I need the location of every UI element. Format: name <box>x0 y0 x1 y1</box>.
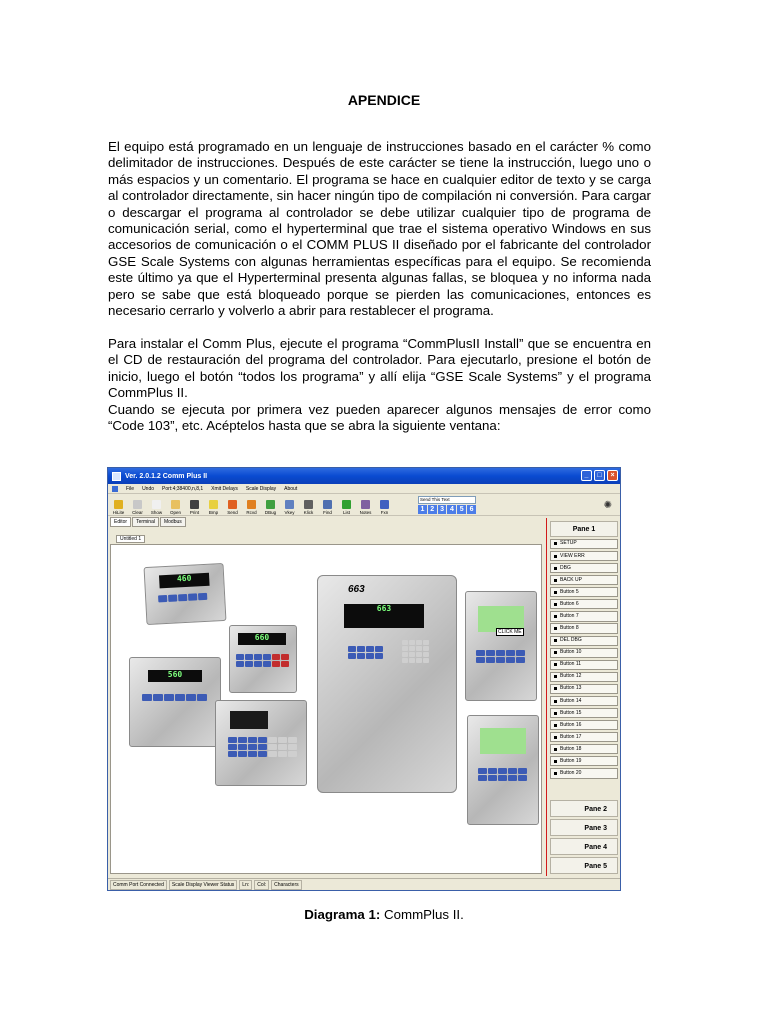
pane-1-header[interactable]: Pane 1 <box>550 521 618 537</box>
toolbar-button[interactable] <box>264 500 277 515</box>
menu-undo[interactable]: Undo <box>142 485 155 492</box>
commplus-window-screenshot <box>107 467 621 891</box>
click-me-label: CLICK ME <box>498 629 522 635</box>
device-key <box>357 653 365 659</box>
bullet-icon <box>554 675 557 678</box>
device-graphic-terminal-2 <box>467 715 539 825</box>
device-key <box>366 646 374 652</box>
device-key <box>281 654 289 660</box>
figure-caption <box>0 907 768 922</box>
pane-button[interactable] <box>550 744 618 754</box>
pane-button-label: Button 17 <box>560 733 582 740</box>
paragraph-install: Para instalar el Comm Plus, ejecute el programa “CommPlusII Install” que se encuentra en el CD de restauración del programa del controlador. Para ejecutarlo, presione el botón de inicio, luego el botón “todos los programa” y allí elija “GSE Scale Systems” y el programa CommPlus II. <box>108 336 651 401</box>
device-key <box>238 751 247 757</box>
toolbar-icon <box>266 500 275 509</box>
burst-icon[interactable]: ✺ <box>603 500 612 511</box>
toolbar-button[interactable] <box>283 500 296 515</box>
device-key <box>348 653 356 659</box>
maximize-button[interactable]: □ <box>594 470 605 481</box>
device-key <box>416 658 422 663</box>
pane-button-label: Button 6 <box>560 600 579 607</box>
pane-button-label: Button 16 <box>560 721 582 728</box>
toolbar-button[interactable] <box>131 500 144 515</box>
toolbar-icon <box>342 500 351 509</box>
device-key <box>496 657 505 663</box>
device-key <box>268 737 277 743</box>
pane-button[interactable] <box>550 611 618 621</box>
device-key <box>258 744 267 750</box>
device-key <box>423 658 429 663</box>
bullet-icon <box>554 591 557 594</box>
send-number-button[interactable]: 1 <box>418 505 427 514</box>
toolbar-button-label: Notes <box>359 510 372 515</box>
toolbar-icon <box>171 500 180 509</box>
device-663-enclosure <box>317 575 457 793</box>
toolbar-icon <box>190 500 199 509</box>
device-key <box>486 650 495 656</box>
pane-button-label: Button 19 <box>560 757 582 764</box>
pane-button-label: Button 15 <box>560 709 582 716</box>
toolbar-button-label: Send <box>227 510 238 515</box>
device-key <box>258 751 267 757</box>
toolbar-icon <box>380 500 389 509</box>
device-key <box>508 768 517 774</box>
device-key <box>366 653 374 659</box>
send-number-button[interactable]: 6 <box>467 505 476 514</box>
tab-untitled-1[interactable]: Untitled 1 <box>116 535 145 543</box>
device-key <box>164 694 174 701</box>
status-bar <box>108 878 621 890</box>
pane-button-label: BACK UP <box>560 576 582 583</box>
bullet-icon <box>554 700 557 703</box>
toolbar-button[interactable] <box>359 500 372 515</box>
editor-area[interactable] <box>110 544 542 874</box>
pane-button-label: Button 20 <box>560 769 582 776</box>
toolbar-icon <box>152 500 161 509</box>
device-key <box>288 744 297 750</box>
send-number-button[interactable]: 3 <box>438 505 447 514</box>
toolbar-icon <box>133 500 142 509</box>
pane-button-label: DEL DBG <box>560 637 582 644</box>
toolbar-button-label: Find <box>323 510 332 515</box>
device-key <box>506 657 515 663</box>
toolbar-button-label: Vkey <box>284 510 295 515</box>
device-key <box>188 593 197 600</box>
status-field: Ln: <box>239 880 252 890</box>
bullet-icon <box>554 724 557 727</box>
menu-file[interactable]: File <box>126 485 135 492</box>
toolbar-button-label: Clear <box>132 510 143 515</box>
toolbar <box>108 494 620 516</box>
device-key <box>168 594 177 601</box>
device-key <box>238 737 247 743</box>
pane-button-label: VIEW ERR <box>560 552 585 559</box>
device-key <box>254 661 262 667</box>
device-key <box>348 646 356 652</box>
toolbar-button-label: Rcvd <box>246 510 257 515</box>
toolbar-icon <box>247 500 256 509</box>
toolbar-button-label: Print <box>189 510 200 515</box>
device-key <box>263 654 271 660</box>
pane-button-label: Button 11 <box>560 661 582 668</box>
device-key <box>268 751 277 757</box>
bullet-icon <box>554 687 557 690</box>
pane-button[interactable] <box>550 563 618 573</box>
pane-divider <box>546 518 547 876</box>
pane-button[interactable] <box>550 756 618 766</box>
close-button[interactable]: × <box>607 470 618 481</box>
tab-modbus[interactable]: Modbus <box>160 517 186 527</box>
device-key <box>416 646 422 651</box>
toolbar-button-label: Fxn <box>380 510 389 515</box>
minimize-button[interactable]: _ <box>581 470 592 481</box>
toolbar-button[interactable] <box>340 500 353 515</box>
pane-header[interactable]: Pane 2 <box>550 800 618 817</box>
pane-button[interactable] <box>550 684 618 694</box>
menu-scale-display[interactable]: Scale Display <box>245 485 277 492</box>
pane-button[interactable] <box>550 732 618 742</box>
pane-button[interactable] <box>550 575 618 585</box>
send-text-input[interactable]: Send This Text <box>418 496 476 504</box>
page-title: APENDICE <box>347 92 421 108</box>
device-key <box>478 768 487 774</box>
device-key <box>402 640 408 645</box>
pane-button-label: Button 18 <box>560 745 582 752</box>
toolbar-button[interactable] <box>150 500 163 515</box>
device-key <box>186 694 196 701</box>
caption-text: CommPlus II. <box>380 907 464 922</box>
toolbar-icon <box>228 500 237 509</box>
device-key <box>254 654 262 660</box>
device-key <box>416 640 422 645</box>
device-key <box>248 751 257 757</box>
toolbar-button-label: HiLite <box>112 510 125 515</box>
device-key <box>272 661 280 667</box>
bullet-icon <box>554 760 557 763</box>
bullet-icon <box>554 639 557 642</box>
pane-button-label: DBG <box>560 564 571 571</box>
bullet-icon <box>554 555 557 558</box>
device-key <box>506 650 515 656</box>
pane-button[interactable] <box>550 720 618 730</box>
device-663-label: 663 <box>348 584 365 595</box>
device-graphic-display-2 <box>480 728 526 754</box>
menubar <box>108 484 620 494</box>
toolbar-button-label: Klick <box>303 510 314 515</box>
device-key <box>288 751 297 757</box>
pane-button[interactable] <box>550 599 618 609</box>
device-key <box>263 661 271 667</box>
device-key <box>476 657 485 663</box>
send-text-group <box>418 496 476 514</box>
device-key <box>278 751 287 757</box>
toolbar-button[interactable] <box>207 500 220 515</box>
device-key <box>518 775 527 781</box>
device-460 <box>144 563 227 625</box>
pane-button-label: Button 14 <box>560 697 582 704</box>
device-key <box>245 661 253 667</box>
pane-button[interactable] <box>550 660 618 670</box>
device-key <box>423 652 429 657</box>
device-key <box>248 737 257 743</box>
menu-xmit-delays[interactable]: Xmit Delays <box>211 485 238 492</box>
toolbar-button-label: List <box>342 510 350 515</box>
pane-button[interactable] <box>550 696 618 706</box>
device-key <box>402 646 408 651</box>
caption-label: Diagrama 1: <box>304 907 381 922</box>
pane-header[interactable]: Pane 4 <box>550 838 618 855</box>
bullet-icon <box>554 579 557 582</box>
device-key <box>409 658 415 663</box>
device-key <box>272 654 280 660</box>
pane-button-label: Button 12 <box>560 673 582 680</box>
device-key <box>178 594 187 601</box>
device-key <box>375 646 383 652</box>
device-key <box>197 694 207 701</box>
tab-terminal[interactable]: Terminal <box>132 517 159 527</box>
pane-button-label: Button 5 <box>560 588 579 595</box>
device-key <box>476 650 485 656</box>
toolbar-button[interactable] <box>188 500 201 515</box>
window-title: Ver. 2.0.1.2 Comm Plus II <box>125 472 208 480</box>
device-key <box>236 661 244 667</box>
device-key <box>228 744 237 750</box>
device-key <box>288 737 297 743</box>
device-key <box>498 775 507 781</box>
menu-app-icon <box>112 486 118 492</box>
pane-button[interactable] <box>550 648 618 658</box>
device-key <box>153 694 163 701</box>
device-key <box>278 737 287 743</box>
toolbar-button[interactable] <box>226 500 239 515</box>
pane-button-label: Button 7 <box>560 612 579 619</box>
device-key <box>516 657 525 663</box>
pane-button[interactable] <box>550 708 618 718</box>
toolbar-button-label: Bmp <box>208 510 219 515</box>
bullet-icon <box>554 712 557 715</box>
toolbar-icon <box>114 500 123 509</box>
pane-button[interactable] <box>550 587 618 597</box>
device-key <box>423 646 429 651</box>
pane-button[interactable] <box>550 672 618 682</box>
device-key <box>409 652 415 657</box>
toolbar-button[interactable] <box>321 500 334 515</box>
toolbar-icon <box>304 500 313 509</box>
send-number-button[interactable]: 4 <box>447 505 456 514</box>
status-field: Comm Port Connected <box>110 880 167 890</box>
device-key <box>496 650 505 656</box>
toolbar-button-label: Show <box>150 510 163 515</box>
toolbar-button[interactable] <box>378 500 391 515</box>
device-key <box>158 595 167 602</box>
device-460-display: 460 <box>159 573 210 589</box>
toolbar-button[interactable] <box>245 500 258 515</box>
pane-panel <box>550 521 618 874</box>
device-key <box>258 737 267 743</box>
bullet-icon <box>554 542 557 545</box>
bullet-icon <box>554 651 557 654</box>
bullet-icon <box>554 615 557 618</box>
paragraph-first-run: Cuando se ejecuta por primera vez pueden aparecer algunos mensajes de error como “Code 103”, etc. Acéptelos hasta que se abra la siguiente ventana: <box>108 402 651 434</box>
menu-about[interactable]: About <box>284 485 298 492</box>
pane-button-label: Button 8 <box>560 625 579 632</box>
device-key <box>228 751 237 757</box>
menu-port[interactable]: Port:4;38400,n,8,1 <box>162 485 204 492</box>
pane-button[interactable] <box>550 636 618 646</box>
device-663-display: 663 <box>344 604 424 628</box>
status-field: Scale Display Viewer Status <box>169 880 237 890</box>
toolbar-icon <box>361 500 370 509</box>
device-key <box>357 646 365 652</box>
toolbar-button-label: DBug <box>264 510 277 515</box>
device-key <box>416 652 422 657</box>
device-key <box>236 654 244 660</box>
device-660 <box>229 625 297 693</box>
device-key <box>281 661 289 667</box>
bullet-icon <box>554 627 557 630</box>
device-key <box>142 694 152 701</box>
bullet-icon <box>554 772 557 775</box>
device-key <box>175 694 185 701</box>
toolbar-icon <box>323 500 332 509</box>
pane-button[interactable] <box>550 768 618 778</box>
device-key <box>238 744 247 750</box>
bullet-icon <box>554 603 557 606</box>
device-key <box>488 775 497 781</box>
pane-button-label: SETUP <box>560 540 577 547</box>
device-key <box>402 652 408 657</box>
toolbar-icon <box>285 500 294 509</box>
device-key <box>409 640 415 645</box>
pane-header[interactable]: Pane 3 <box>550 819 618 836</box>
bullet-icon <box>554 663 557 666</box>
toolbar-icon <box>209 500 218 509</box>
device-key <box>198 593 207 600</box>
device-key <box>486 657 495 663</box>
bullet-icon <box>554 567 557 570</box>
device-key <box>375 653 383 659</box>
tab-editor[interactable]: Editor <box>110 517 131 527</box>
status-field: Characters <box>271 880 301 890</box>
device-key <box>488 768 497 774</box>
send-number-button[interactable]: 2 <box>428 505 437 514</box>
pane-button[interactable] <box>550 623 618 633</box>
status-field: Col: <box>254 880 269 890</box>
app-icon <box>112 472 121 481</box>
pane-button-label: Button 13 <box>560 685 582 692</box>
device-key <box>228 737 237 743</box>
device-key <box>278 744 287 750</box>
device-keypad-terminal <box>215 700 307 786</box>
toolbar-button[interactable] <box>302 500 315 515</box>
paragraph-intro: El equipo está programado en un lenguaje de instrucciones basado en el carácter % como delimitador de instrucciones. Después de este carácter se tiene la instrucción, luego uno o más espacios y un comentario. El programa se hace en cualquier editor de texto y se carga al controlador directamente, sin hacer ningún tipo de compilación ni conversión. Para cargar o descargar el programa al controlador se debe utilizar cualquier tipo de programa de comunicación serial, como el hyperterminal que trae el sistema operativo Windows en sus accesorios de comunicación o el COMM PLUS II diseñado por el fabricante del controlador GSE Scale Systems con algunas herramientas específicas para el equipo. Se recomienda este último ya que el Hyperterminal presenta algunas fallas, se bloquea y no informa nada pero se sabe que está bloqueado porque se pierden las comunicaciones, entonces es necesario cerrarlo y volverlo a abrir para restablecer el programa. <box>108 139 651 319</box>
window-titlebar <box>108 468 620 484</box>
device-560 <box>129 657 221 747</box>
device-key <box>248 744 257 750</box>
device-key <box>268 744 277 750</box>
device-graphic-terminal <box>465 591 537 701</box>
pane-button[interactable] <box>550 551 618 561</box>
toolbar-button[interactable] <box>169 500 182 515</box>
device-key <box>508 775 517 781</box>
toolbar-button-label: Open <box>169 510 181 515</box>
device-560-display: 560 <box>148 670 202 682</box>
device-key <box>409 646 415 651</box>
toolbar-button[interactable] <box>112 500 125 515</box>
device-key <box>245 654 253 660</box>
device-terminal-display <box>230 711 268 729</box>
bullet-icon <box>554 736 557 739</box>
bullet-icon <box>554 748 557 751</box>
device-key <box>402 658 408 663</box>
pane-button[interactable] <box>550 539 618 549</box>
device-key <box>423 640 429 645</box>
pane-header[interactable]: Pane 5 <box>550 857 618 874</box>
device-key <box>516 650 525 656</box>
send-number-button[interactable]: 5 <box>457 505 466 514</box>
device-660-display: 660 <box>238 633 286 645</box>
device-key <box>518 768 527 774</box>
device-key <box>498 768 507 774</box>
pane-button-label: Button 10 <box>560 649 582 656</box>
device-key <box>478 775 487 781</box>
